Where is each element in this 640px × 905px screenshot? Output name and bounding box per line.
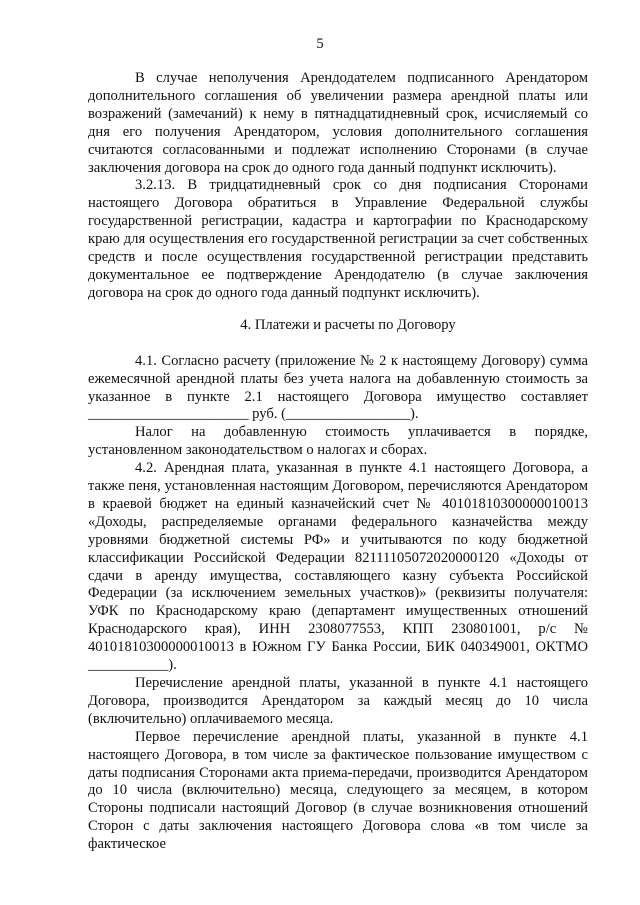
page-number: 5 <box>316 36 324 52</box>
text-column <box>88 70 588 854</box>
paragraph: В случае неполучения Арендодателем подписанного Арендатором дополнительного соглашения об увеличении размера арендной платы или возражений (замечаний) к нему в пятнадцатидневный срок, исчисляемый со дня его получения Арендатором, условия дополнительного соглашения считаются согласованными и подлежат исполнению Сторонами (в случае заключения договора на срок до одного года данный подпункт исключить). <box>88 70 588 176</box>
paragraph: 4.2. Арендная плата, указанная в пункте 4.1 настоящего Договора, а также пеня, установленная настоящим Договором, перечисляются Арендатором в краевой бюджет на единый казначейский счет № 40101810300000010013 «Доходы, распределяемые органами федерального казначейства между уровнями бюджетной системы РФ» и учитываются по коду бюджетной классификации Российской Федерации 82111105072020000120 «Доходы от сдачи в аренду имущества, составляющего казну субъекта Российской Федерации (за исключением земельных участков)» (реквизиты получателя: УФК по Краснодарскому краю (департамент имущественных отношений Краснодарского края), ИНН 2308077553, КПП 230801001, р/с № 40101810300000010013 в Южном ГУ Банка России, БИК 040349001, ОКТМО ___________). <box>88 460 588 674</box>
paragraph: Налог на добавленную стоимость уплачивается в порядке, установленном законодательством о налогах и сборах. <box>88 424 588 459</box>
paragraph: 4.1. Согласно расчету (приложение № 2 к настоящему Договору) сумма ежемесячной арендной платы без учета налога на добавленную стоимость за указанное в пункте 2.1 настоящего Договора имущество составляет ______________________ руб. (_________________). <box>88 352 588 423</box>
paragraph: Первое перечисление арендной платы, указанной в пункте 4.1 настоящего Договора, в том числе за фактическое пользование имуществом с даты подписания Сторонами акта приема-передачи, производится Арендатором до 10 числа (включительно) месяца, следующего за месяцем, в котором Стороны подписали настоящий Договор (в случае возникновения отношений Сторон с даты заключения настоящего Договора слова «в том числе за фактическое <box>88 728 588 853</box>
paragraph: 3.2.13. В тридцатидневный срок со дня подписания Сторонами настоящего Договора обратиться в Управление Федеральной службы государственной регистрации, кадастра и картографии по Краснодарскому краю для осуществления его государственной регистрации за счет собственных средств и после осуществления государственной регистрации представить документальное ее подтверждение Арендодателю (в случае заключения договора на срок до одного года данный подпункт исключить). <box>88 177 588 301</box>
paragraph: Перечисление арендной платы, указанной в пункте 4.1 настоящего Договора, производится Арендатором за каждый месяц до 10 числа (включительно) оплачиваемого месяца. <box>88 675 588 727</box>
section-heading: 4. Платежи и расчеты по Договору <box>240 316 456 333</box>
